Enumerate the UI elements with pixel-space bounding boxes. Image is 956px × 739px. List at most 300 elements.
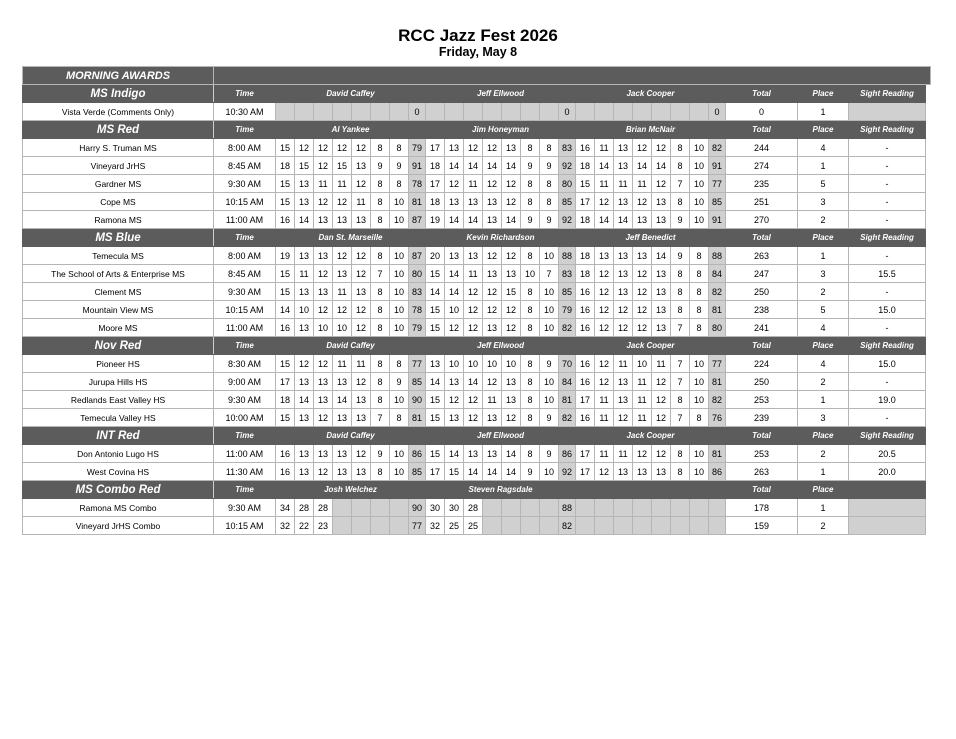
score-cell: 15	[445, 463, 464, 481]
score-cell: 16	[576, 409, 595, 427]
performance-time: 10:30 AM	[214, 103, 276, 121]
score-cell: 9	[540, 445, 559, 463]
sight-reading-score: -	[849, 175, 926, 193]
ensemble-name: Vineyard JrHS Combo	[23, 517, 214, 535]
sight-reading-score: 15.0	[849, 301, 926, 319]
score-cell: 12	[464, 301, 483, 319]
score-cell: 12	[352, 373, 371, 391]
judge-total: 82	[559, 319, 576, 337]
score-cell: 12	[352, 301, 371, 319]
score-cell: 17	[426, 463, 445, 481]
sight-reading-score: 20.5	[849, 445, 926, 463]
ensemble-name: Vineyard JrHS	[23, 157, 214, 175]
score-cell: 10	[483, 355, 502, 373]
score-cell: 8	[521, 373, 540, 391]
score-cell: 12	[464, 391, 483, 409]
score-cell: 8	[690, 409, 709, 427]
morning-awards-label: MORNING AWARDS	[23, 67, 214, 85]
judge-total: 0	[559, 103, 576, 121]
sight-reading-score: -	[849, 373, 926, 391]
judge-name	[576, 481, 726, 499]
score-cell: 7	[540, 265, 559, 283]
judge-name: Kevin Richardson	[426, 229, 576, 247]
score-cell: 8	[371, 139, 390, 157]
ensemble-name: Moore MS	[23, 319, 214, 337]
sight-reading-header: Sight Reading	[849, 85, 926, 103]
score-cell: 13	[483, 265, 502, 283]
score-cell: 8	[521, 445, 540, 463]
score-cell: 13	[295, 247, 314, 265]
score-cell: 12	[652, 409, 671, 427]
score-cell: 12	[352, 139, 371, 157]
performance-time: 11:00 AM	[214, 319, 276, 337]
judge-total: 80	[709, 319, 726, 337]
time-header: Time	[214, 85, 276, 103]
judge-total: 91	[709, 211, 726, 229]
score-cell: 9	[540, 211, 559, 229]
score-cell: 15	[426, 391, 445, 409]
score-cell: 11	[595, 445, 614, 463]
judge-total: 92	[559, 463, 576, 481]
judge-total: 82	[709, 283, 726, 301]
score-cell: 10	[314, 319, 333, 337]
place: 2	[798, 373, 849, 391]
score-cell: 32	[426, 517, 445, 535]
score-cell: 15	[276, 283, 295, 301]
score-cell	[390, 499, 409, 517]
score-cell: 10	[540, 373, 559, 391]
score-cell: 8	[671, 301, 690, 319]
judge-total: 0	[709, 103, 726, 121]
score-cell: 12	[483, 373, 502, 391]
score-cell: 10	[390, 445, 409, 463]
ensemble-name: Clement MS	[23, 283, 214, 301]
judge-total: 92	[559, 211, 576, 229]
judge-name: Steven Ragsdale	[426, 481, 576, 499]
score-cell: 10	[445, 355, 464, 373]
score-cell: 12	[652, 139, 671, 157]
score-cell: 8	[540, 193, 559, 211]
total-header: Total	[726, 427, 798, 445]
score-cell: 14	[445, 157, 464, 175]
score-cell: 7	[671, 319, 690, 337]
score-cell: 14	[483, 157, 502, 175]
score-cell: 14	[333, 391, 352, 409]
score-cell: 12	[295, 139, 314, 157]
score-cell: 14	[276, 301, 295, 319]
judge-total: 81	[709, 445, 726, 463]
ensemble-row	[23, 319, 931, 337]
score-cell: 13	[445, 193, 464, 211]
score-cell: 12	[333, 193, 352, 211]
score-cell: 14	[502, 463, 521, 481]
score-cell: 11	[614, 175, 633, 193]
judge-name: Brian McNair	[576, 121, 726, 139]
score-cell: 10	[502, 355, 521, 373]
score-cell: 8	[371, 193, 390, 211]
score-cell: 10	[690, 211, 709, 229]
ensemble-name: West Covina HS	[23, 463, 214, 481]
score-cell: 11	[614, 445, 633, 463]
ensemble-row	[23, 409, 931, 427]
group-name: Nov Red	[23, 337, 214, 355]
score-cell: 13	[614, 283, 633, 301]
score-cell: 17	[426, 175, 445, 193]
score-cell	[671, 517, 690, 535]
ensemble-name: Redlands East Valley HS	[23, 391, 214, 409]
score-cell: 18	[276, 391, 295, 409]
judge-total: 85	[559, 193, 576, 211]
score-cell: 9	[521, 157, 540, 175]
score-cell: 13	[352, 463, 371, 481]
score-cell	[390, 103, 409, 121]
score-cell: 12	[633, 319, 652, 337]
total-header: Total	[726, 121, 798, 139]
score-cell: 13	[652, 319, 671, 337]
ensemble-name: Jurupa Hills HS	[23, 373, 214, 391]
score-cell: 15	[426, 319, 445, 337]
score-cell: 14	[426, 373, 445, 391]
score-cell: 12	[614, 319, 633, 337]
overall-total: 250	[726, 373, 798, 391]
score-cell: 15	[502, 283, 521, 301]
score-cell: 12	[595, 373, 614, 391]
score-cell: 13	[614, 463, 633, 481]
score-cell: 13	[352, 409, 371, 427]
ensemble-row	[23, 211, 931, 229]
score-cell: 13	[314, 391, 333, 409]
score-cell: 10	[521, 265, 540, 283]
score-cell	[521, 103, 540, 121]
overall-total: 239	[726, 409, 798, 427]
score-cell: 18	[276, 157, 295, 175]
ensemble-row	[23, 499, 931, 517]
judge-total: 84	[559, 373, 576, 391]
judge-name: Jeff Ellwood	[426, 427, 576, 445]
score-cell: 13	[333, 445, 352, 463]
score-cell: 8	[521, 355, 540, 373]
score-cell: 12	[614, 409, 633, 427]
score-cell	[502, 517, 521, 535]
judge-name: Dan St. Marseille	[276, 229, 426, 247]
score-cell: 13	[352, 157, 371, 175]
score-cell: 11	[314, 175, 333, 193]
score-cell: 8	[521, 175, 540, 193]
score-cell: 9	[671, 247, 690, 265]
score-cell	[633, 517, 652, 535]
score-cell: 10	[690, 373, 709, 391]
score-cell	[576, 103, 595, 121]
score-cell: 13	[352, 211, 371, 229]
judge-total: 70	[559, 355, 576, 373]
performance-time: 11:30 AM	[214, 463, 276, 481]
score-cell: 12	[352, 265, 371, 283]
score-cell: 14	[464, 463, 483, 481]
ensemble-name: Ramona MS	[23, 211, 214, 229]
score-cell: 10	[540, 319, 559, 337]
page-title: RCC Jazz Fest 2026	[398, 26, 558, 45]
score-cell: 15	[426, 265, 445, 283]
place: 1	[798, 463, 849, 481]
judge-name: David Caffey	[276, 427, 426, 445]
score-cell: 13	[295, 193, 314, 211]
score-cell: 14	[445, 283, 464, 301]
place: 1	[798, 157, 849, 175]
score-cell: 7	[671, 355, 690, 373]
performance-time: 9:30 AM	[214, 499, 276, 517]
place: 5	[798, 175, 849, 193]
judge-total: 88	[709, 247, 726, 265]
score-cell: 12	[483, 175, 502, 193]
score-cell: 12	[314, 463, 333, 481]
overall-total: 263	[726, 463, 798, 481]
score-cell: 14	[464, 211, 483, 229]
score-cell: 16	[576, 283, 595, 301]
score-cell: 15	[295, 157, 314, 175]
score-cell: 12	[595, 265, 614, 283]
score-cell: 12	[464, 319, 483, 337]
score-cell: 28	[295, 499, 314, 517]
score-cell	[371, 517, 390, 535]
score-cell: 14	[652, 247, 671, 265]
score-cell: 11	[464, 265, 483, 283]
score-cell: 12	[502, 409, 521, 427]
score-cell: 12	[445, 391, 464, 409]
score-cell: 11	[652, 355, 671, 373]
judge-total: 78	[409, 301, 426, 319]
score-cell: 12	[652, 373, 671, 391]
score-cell: 8	[671, 445, 690, 463]
place-header: Place	[798, 337, 849, 355]
score-cell: 10	[690, 139, 709, 157]
score-cell: 16	[276, 463, 295, 481]
score-cell	[445, 103, 464, 121]
judge-total: 92	[559, 157, 576, 175]
score-cell: 10	[295, 301, 314, 319]
score-cell: 14	[445, 445, 464, 463]
score-cell: 8	[390, 139, 409, 157]
judge-total: 81	[709, 301, 726, 319]
place-header: Place	[798, 481, 849, 499]
score-cell: 13	[614, 247, 633, 265]
score-cell: 13	[614, 265, 633, 283]
score-cell: 12	[652, 445, 671, 463]
score-cell: 13	[314, 373, 333, 391]
score-cell: 12	[483, 247, 502, 265]
score-cell	[690, 103, 709, 121]
ensemble-row	[23, 517, 931, 535]
judge-total: 81	[409, 193, 426, 211]
score-cell: 12	[352, 319, 371, 337]
score-cell: 8	[521, 319, 540, 337]
score-cell: 12	[445, 319, 464, 337]
score-cell	[652, 517, 671, 535]
place: 1	[798, 499, 849, 517]
score-cell: 10	[390, 283, 409, 301]
judge-total: 81	[409, 409, 426, 427]
score-cell: 8	[390, 355, 409, 373]
score-cell: 14	[445, 211, 464, 229]
score-cell: 8	[521, 391, 540, 409]
score-cell: 17	[576, 463, 595, 481]
score-cell: 13	[445, 139, 464, 157]
score-cell: 12	[333, 247, 352, 265]
ensemble-row	[23, 247, 931, 265]
score-cell: 9	[671, 211, 690, 229]
score-cell: 18	[426, 193, 445, 211]
place-header: Place	[798, 229, 849, 247]
score-cell: 32	[276, 517, 295, 535]
score-cell	[483, 499, 502, 517]
score-cell: 12	[314, 193, 333, 211]
score-cell: 18	[576, 247, 595, 265]
score-cell	[295, 103, 314, 121]
score-cell: 13	[314, 211, 333, 229]
sight-reading-header: Sight Reading	[849, 229, 926, 247]
ensemble-row	[23, 265, 931, 283]
time-header: Time	[214, 427, 276, 445]
overall-total: 251	[726, 193, 798, 211]
score-cell	[595, 499, 614, 517]
performance-time: 9:30 AM	[214, 391, 276, 409]
ensemble-row	[23, 391, 931, 409]
score-cell: 13	[633, 247, 652, 265]
score-cell: 10	[690, 355, 709, 373]
sight-reading-score	[849, 499, 926, 517]
score-cell: 13	[502, 391, 521, 409]
score-cell: 8	[371, 319, 390, 337]
score-cell: 13	[652, 211, 671, 229]
score-cell: 28	[314, 499, 333, 517]
score-cell: 12	[502, 175, 521, 193]
score-cell: 10	[690, 463, 709, 481]
score-cell: 10	[390, 193, 409, 211]
judge-total: 91	[409, 157, 426, 175]
score-cell: 13	[295, 463, 314, 481]
score-cell: 8	[371, 247, 390, 265]
performance-time: 9:30 AM	[214, 175, 276, 193]
score-cell: 13	[295, 373, 314, 391]
performance-time: 8:00 AM	[214, 247, 276, 265]
total-header: Total	[726, 337, 798, 355]
performance-time: 8:45 AM	[214, 265, 276, 283]
score-cell: 10	[390, 301, 409, 319]
judge-name: Al Yankee	[276, 121, 426, 139]
score-cell: 12	[595, 463, 614, 481]
place: 2	[798, 445, 849, 463]
overall-total: 253	[726, 391, 798, 409]
score-cell: 7	[371, 265, 390, 283]
score-cell: 12	[352, 445, 371, 463]
score-cell: 13	[445, 373, 464, 391]
place: 2	[798, 517, 849, 535]
score-cell: 13	[614, 373, 633, 391]
score-cell	[352, 517, 371, 535]
ensemble-name: Pioneer HS	[23, 355, 214, 373]
score-cell: 11	[333, 355, 352, 373]
score-cell: 9	[540, 157, 559, 175]
judge-name: Jeff Ellwood	[426, 85, 576, 103]
score-cell: 13	[295, 175, 314, 193]
score-cell	[614, 517, 633, 535]
group-header-row	[23, 427, 931, 445]
score-cell: 19	[276, 247, 295, 265]
score-cell: 12	[595, 301, 614, 319]
overall-total: 247	[726, 265, 798, 283]
score-cell: 14	[502, 157, 521, 175]
score-cell: 25	[445, 517, 464, 535]
score-cell: 12	[333, 139, 352, 157]
score-cell: 12	[502, 193, 521, 211]
score-cell: 14	[426, 283, 445, 301]
score-cell: 9	[371, 157, 390, 175]
score-cell: 15	[276, 193, 295, 211]
score-cell: 13	[333, 211, 352, 229]
score-cell: 17	[276, 373, 295, 391]
score-cell: 14	[633, 157, 652, 175]
judge-total: 81	[709, 373, 726, 391]
score-cell	[576, 499, 595, 517]
score-cell: 17	[576, 193, 595, 211]
place: 3	[798, 265, 849, 283]
score-cell: 13	[295, 283, 314, 301]
score-cell: 10	[633, 355, 652, 373]
score-cell	[576, 517, 595, 535]
judge-total: 79	[409, 139, 426, 157]
score-cell: 17	[576, 445, 595, 463]
ensemble-row	[23, 139, 931, 157]
score-cell: 14	[295, 391, 314, 409]
score-cell: 13	[595, 247, 614, 265]
ensemble-name: Vista Verde (Comments Only)	[23, 103, 214, 121]
place: 4	[798, 139, 849, 157]
judge-total: 88	[559, 247, 576, 265]
score-cell	[690, 517, 709, 535]
judge-total: 87	[409, 211, 426, 229]
score-cell: 13	[652, 463, 671, 481]
judge-total: 77	[409, 355, 426, 373]
sight-reading-score: -	[849, 247, 926, 265]
judge-total: 86	[709, 463, 726, 481]
score-cell	[276, 103, 295, 121]
ensemble-row	[23, 157, 931, 175]
group-name: INT Red	[23, 427, 214, 445]
group-name: MS Indigo	[23, 85, 214, 103]
score-cell	[464, 103, 483, 121]
ensemble-row	[23, 373, 931, 391]
score-cell: 8	[371, 373, 390, 391]
results-table	[22, 66, 931, 535]
score-cell: 16	[576, 373, 595, 391]
judge-total: 87	[409, 247, 426, 265]
score-cell: 13	[352, 391, 371, 409]
score-cell: 8	[671, 157, 690, 175]
score-cell: 18	[576, 211, 595, 229]
sight-reading-header: Sight Reading	[849, 337, 926, 355]
overall-total: 250	[726, 283, 798, 301]
place: 1	[798, 103, 849, 121]
score-cell: 13	[502, 373, 521, 391]
score-cell	[595, 103, 614, 121]
judge-total: 81	[559, 391, 576, 409]
score-cell: 8	[521, 139, 540, 157]
sight-reading-score: -	[849, 139, 926, 157]
judge-total: 76	[709, 409, 726, 427]
score-cell: 12	[633, 301, 652, 319]
judge-total: 79	[409, 319, 426, 337]
score-cell: 12	[464, 283, 483, 301]
score-cell: 8	[671, 463, 690, 481]
